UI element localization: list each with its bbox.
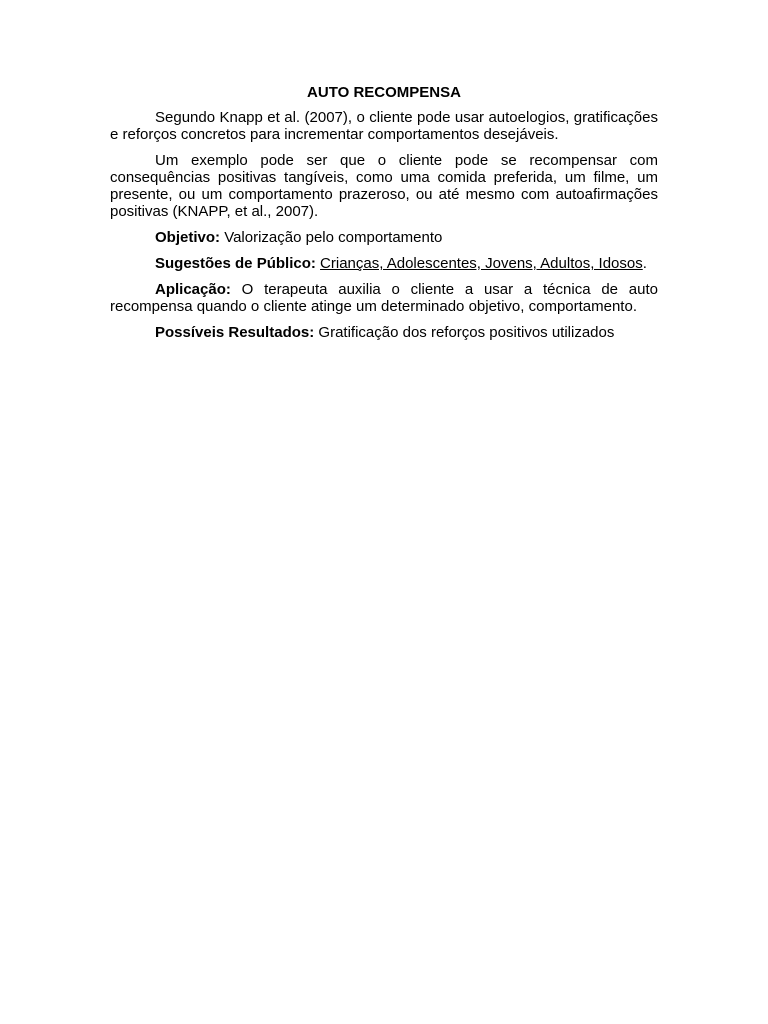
- audience-list: Crianças, Adolescentes, Jovens, Adultos, Idosos: [320, 255, 643, 272]
- objective-label: Objetivo:: [155, 229, 221, 246]
- results-paragraph: [110, 324, 658, 341]
- document-title: AUTO RECOMPENSA: [307, 84, 461, 101]
- results-text: Gratificação dos reforços positivos utilizados: [318, 324, 615, 341]
- audience-suffix: .: [642, 255, 647, 272]
- paragraph-example: Um exemplo pode ser que o cliente pode se recompensar com consequências positivas tangíveis, como uma comida preferida, um filme, um presente, ou um comportamento prazeroso, ou até mesmo com autoafirmações positivas (KNAPP, et al., 2007).: [110, 152, 658, 220]
- document-page: [110, 84, 658, 350]
- objective-paragraph: [110, 229, 658, 246]
- objective-text: Valorização pelo comportamento: [224, 229, 443, 246]
- audience-paragraph: [110, 255, 658, 272]
- paragraph-intro: Segundo Knapp et al. (2007), o cliente pode usar autoelogios, gratificações e reforços concretos para incrementar comportamentos desejáveis.: [110, 109, 658, 143]
- results-label: Possíveis Resultados:: [155, 324, 315, 341]
- application-text: O terapeuta auxilia o cliente a usar a técnica de auto recompensa quando o cliente atinge um determinado objetivo, comportamento.: [110, 281, 658, 315]
- application-paragraph: [110, 281, 658, 315]
- application-label: Aplicação:: [155, 281, 231, 298]
- audience-label: Sugestões de Público:: [155, 255, 316, 272]
